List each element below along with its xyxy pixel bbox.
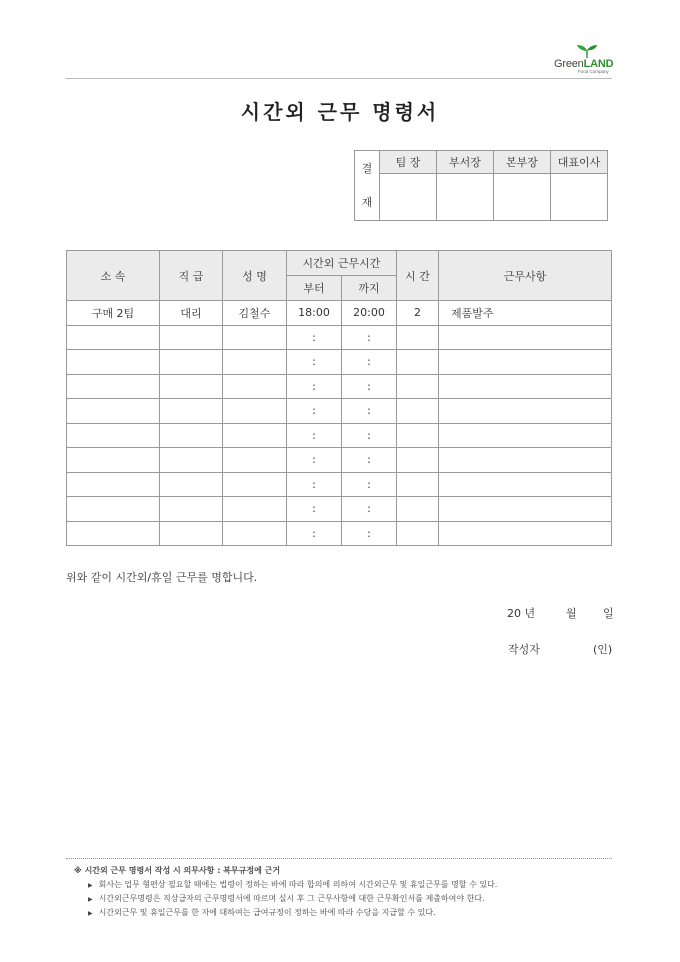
statement-text: 위와 같이 시간외/휴일 근무를 명합니다. <box>66 571 258 584</box>
cell-position[interactable] <box>160 399 223 424</box>
cell-task[interactable] <box>439 399 612 424</box>
cell-name[interactable] <box>223 374 287 399</box>
approval-header-ceo: 대표이사 <box>551 151 608 174</box>
table-row <box>67 472 612 497</box>
notes-item-text: 회사는 업무 형편상 필요할 때에는 법령이 정하는 바에 따라 합의에 의하여 시간외근무 및 휴일근무를 명할 수 있다. <box>98 880 498 889</box>
cell-hours[interactable] <box>397 521 439 546</box>
cell-to[interactable]: : <box>342 350 397 375</box>
cell-name[interactable] <box>223 448 287 473</box>
cell-task[interactable] <box>439 350 612 375</box>
sprout-icon <box>576 44 598 58</box>
cell-hours[interactable] <box>397 374 439 399</box>
footer-divider <box>66 858 612 859</box>
cell-from[interactable]: : <box>287 325 342 350</box>
table-row <box>67 301 612 326</box>
cell-task[interactable]: 제품발주 <box>439 301 612 326</box>
table-row <box>67 423 612 448</box>
bullet-triangle-icon: ▶ <box>88 896 93 903</box>
cell-hours[interactable] <box>397 399 439 424</box>
notes-item <box>88 893 497 904</box>
cell-task[interactable] <box>439 497 612 522</box>
cell-to[interactable]: : <box>342 423 397 448</box>
approval-sign-division-head[interactable] <box>494 174 551 221</box>
approval-side-label <box>355 151 380 221</box>
company-logo <box>548 44 618 78</box>
cell-affiliation[interactable] <box>67 472 160 497</box>
cell-from[interactable]: : <box>287 399 342 424</box>
cell-affiliation[interactable] <box>67 325 160 350</box>
table-row <box>67 521 612 546</box>
cell-position[interactable] <box>160 350 223 375</box>
cell-hours[interactable] <box>397 325 439 350</box>
author-label: 작성자 <box>508 643 540 656</box>
header-to: 까지 <box>342 276 397 301</box>
cell-position[interactable] <box>160 423 223 448</box>
cell-to[interactable]: : <box>342 448 397 473</box>
approval-sign-ceo[interactable] <box>551 174 608 221</box>
cell-to[interactable]: : <box>342 325 397 350</box>
date-day[interactable]: 일 <box>603 607 614 620</box>
cell-to[interactable]: : <box>342 497 397 522</box>
header-name: 성 명 <box>223 251 287 301</box>
cell-name[interactable] <box>223 350 287 375</box>
date-month[interactable]: 월 <box>566 607 577 620</box>
cell-from[interactable]: : <box>287 472 342 497</box>
approval-sign-team-leader[interactable] <box>380 174 437 221</box>
notes-item-text: 시간외근무 및 휴일근무를 한 자에 대하여는 급여규정이 정하는 바에 따라 수당을 지급할 수 있다. <box>98 908 436 917</box>
cell-to[interactable]: : <box>342 374 397 399</box>
cell-hours[interactable] <box>397 472 439 497</box>
approval-header-dept-head: 부서장 <box>437 151 494 174</box>
cell-name[interactable] <box>223 472 287 497</box>
approval-table <box>354 150 608 221</box>
cell-from[interactable]: : <box>287 423 342 448</box>
table-row <box>67 448 612 473</box>
cell-hours[interactable] <box>397 350 439 375</box>
cell-from[interactable]: : <box>287 448 342 473</box>
bullet-triangle-icon: ▶ <box>88 910 93 917</box>
cell-affiliation[interactable] <box>67 497 160 522</box>
cell-hours[interactable] <box>397 448 439 473</box>
bullet-triangle-icon: ▶ <box>88 882 93 889</box>
notes-heading: ※ 시간외 근무 명령서 작성 시 의무사항 : 복무규정에 근거 <box>74 866 281 875</box>
cell-affiliation[interactable] <box>67 374 160 399</box>
cell-position[interactable]: 대리 <box>160 301 223 326</box>
logo-land: LAND <box>583 58 614 70</box>
cell-name[interactable] <box>223 423 287 448</box>
header-affiliation: 소 속 <box>67 251 160 301</box>
cell-affiliation[interactable] <box>67 399 160 424</box>
cell-to[interactable]: : <box>342 399 397 424</box>
cell-name[interactable] <box>223 399 287 424</box>
header-position: 직 급 <box>160 251 223 301</box>
cell-affiliation[interactable] <box>67 448 160 473</box>
cell-from[interactable]: : <box>287 374 342 399</box>
author-seal[interactable]: (인) <box>593 643 613 656</box>
cell-position[interactable] <box>160 374 223 399</box>
logo-subtitle: Food Company <box>578 69 609 74</box>
cell-to[interactable]: : <box>342 521 397 546</box>
cell-to[interactable]: 20:00 <box>342 301 397 326</box>
cell-from[interactable]: : <box>287 350 342 375</box>
cell-task[interactable] <box>439 374 612 399</box>
table-body <box>67 301 612 546</box>
table-row <box>67 497 612 522</box>
notes-item-text: 시간외근무명령은 직상급자의 근무명령서에 따르며 실시 후 그 근무사항에 대한 근무확인서를 제출하여야 한다. <box>98 894 485 903</box>
approval-header-division-head: 본부장 <box>494 151 551 174</box>
cell-name[interactable] <box>223 521 287 546</box>
cell-affiliation[interactable] <box>67 350 160 375</box>
header-overtime: 시간외 근무시간 <box>287 251 397 276</box>
cell-task[interactable] <box>439 521 612 546</box>
cell-task[interactable] <box>439 472 612 497</box>
header-divider <box>66 78 612 79</box>
notes-section <box>74 865 497 921</box>
header-hours: 시 간 <box>397 251 439 301</box>
cell-task[interactable] <box>439 448 612 473</box>
cell-name[interactable] <box>223 497 287 522</box>
document-title: 시간외 근무 명령서 <box>240 100 440 124</box>
cell-task[interactable] <box>439 325 612 350</box>
cell-position[interactable] <box>160 325 223 350</box>
cell-from[interactable]: 18:00 <box>287 301 342 326</box>
cell-hours[interactable] <box>397 423 439 448</box>
cell-position[interactable] <box>160 497 223 522</box>
header-from: 부터 <box>287 276 342 301</box>
cell-position[interactable] <box>160 472 223 497</box>
cell-to[interactable]: : <box>342 472 397 497</box>
table-row <box>67 399 612 424</box>
logo-green: Green <box>554 58 584 70</box>
table-row <box>67 374 612 399</box>
cell-from[interactable]: : <box>287 497 342 522</box>
notes-item <box>88 879 497 890</box>
header-task: 근무사항 <box>439 251 612 301</box>
cell-from[interactable]: : <box>287 521 342 546</box>
approval-side-1: 결 <box>361 161 373 175</box>
date-year[interactable]: 20 년 <box>507 607 536 620</box>
cell-affiliation[interactable] <box>67 423 160 448</box>
cell-position[interactable] <box>160 521 223 546</box>
cell-hours[interactable]: 2 <box>397 301 439 326</box>
approval-header-team-leader: 팀 장 <box>380 151 437 174</box>
notes-item <box>88 907 497 918</box>
cell-affiliation[interactable] <box>67 521 160 546</box>
cell-name[interactable]: 김철수 <box>223 301 287 326</box>
cell-position[interactable] <box>160 448 223 473</box>
cell-affiliation[interactable]: 구매 2팀 <box>67 301 160 326</box>
overtime-table <box>66 250 612 546</box>
table-row <box>67 325 612 350</box>
approval-side-2: 재 <box>361 195 373 209</box>
cell-task[interactable] <box>439 423 612 448</box>
cell-name[interactable] <box>223 325 287 350</box>
approval-sign-dept-head[interactable] <box>437 174 494 221</box>
cell-hours[interactable] <box>397 497 439 522</box>
table-row <box>67 350 612 375</box>
